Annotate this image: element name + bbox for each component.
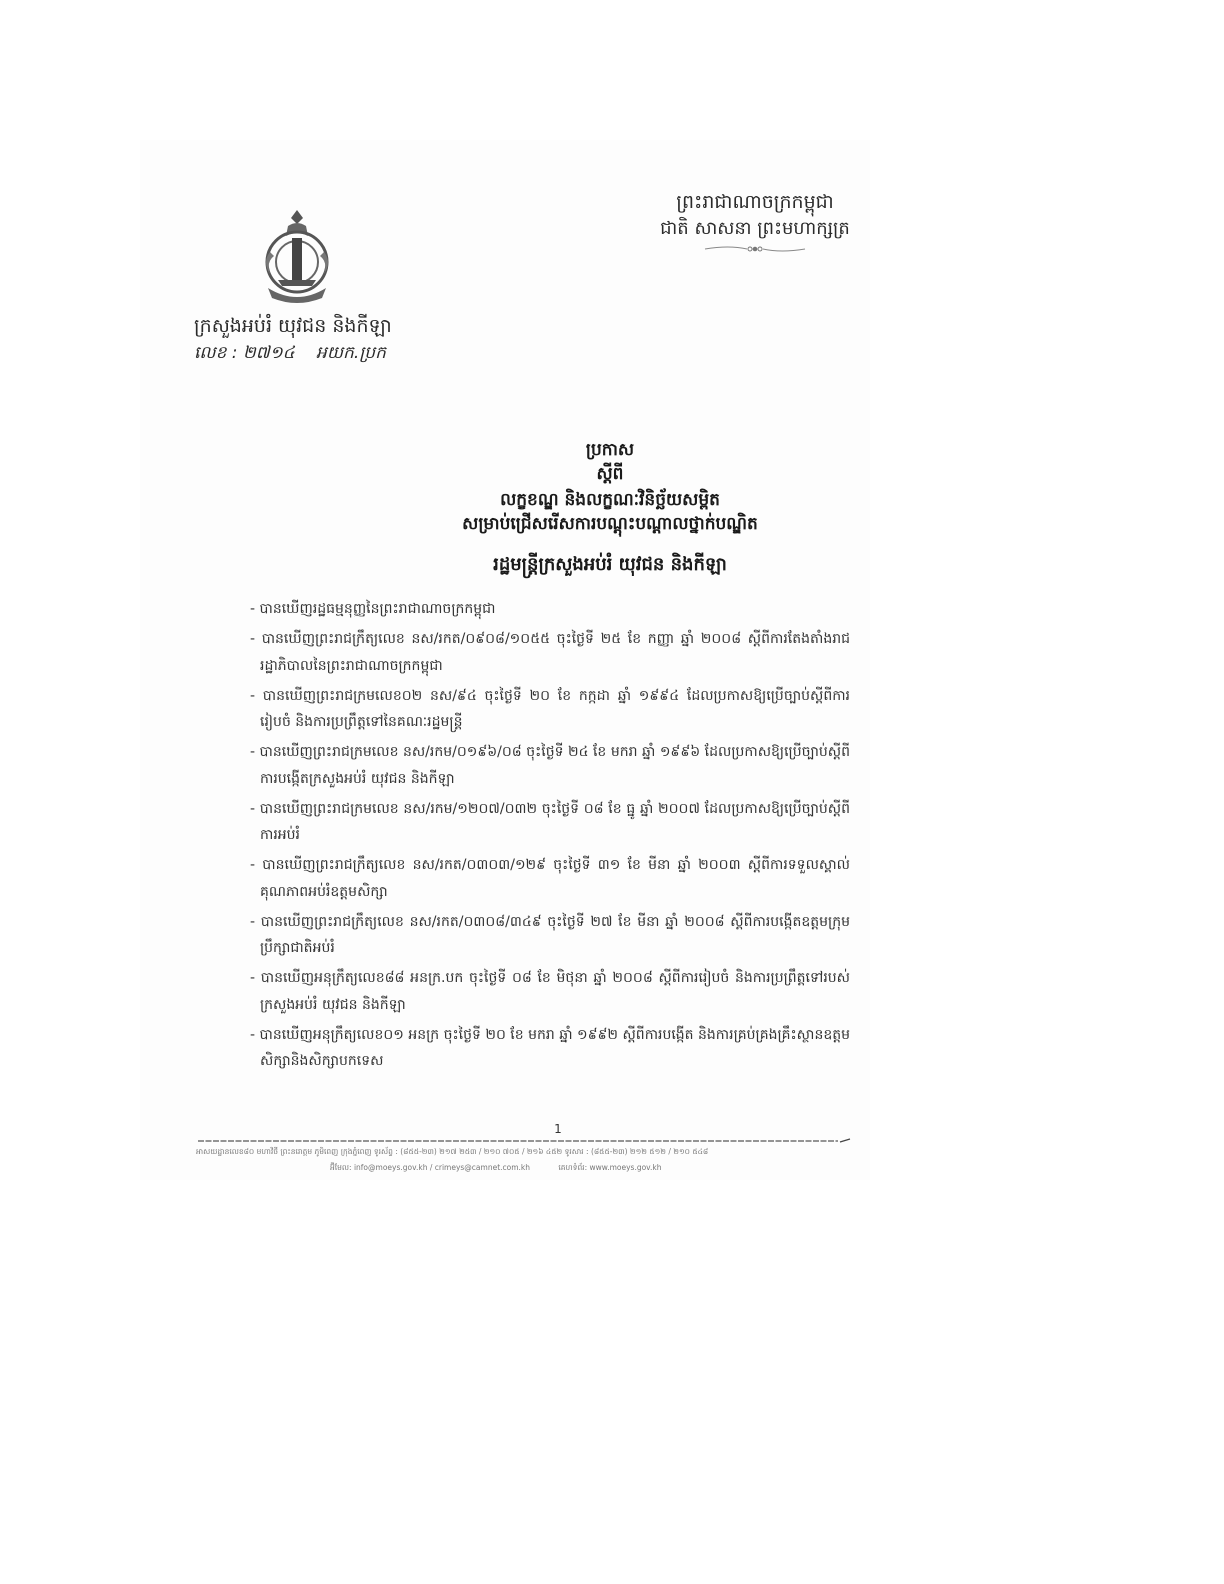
list-item: - បានឃើញព្រះរាជក្រឹត្យលេខ នស/រកត/០៣០៨/៣៤៩ ចុះថ្ងៃទី ២៧ ខែ មីនា ឆ្នាំ ២០០៨ ស្ដីពីការបង្កើតឧត្តមក្រុមប្រឹក្សាជាតិអប់រំ — [250, 913, 850, 956]
page-number: 1 — [554, 1122, 562, 1136]
ministry-name: ក្រសួងអប់រំ យុវជន និងកីឡា — [194, 315, 392, 337]
list-item: - បានឃើញរដ្ឋធម្មនុញ្ញនៃព្រះរាជាណាចក្រកម្ពុជា — [250, 601, 496, 617]
ministry-block — [194, 312, 392, 366]
document-title — [300, 438, 920, 536]
footer-email: អ៊ីមែល: info@moeys.gov.kh / crimeys@camnet.com.kh — [330, 1163, 531, 1172]
list-item: - បានឃើញអនុក្រឹត្យលេខ០១ អនក្រ ចុះថ្ងៃទី ២០ ខែ មករា ឆ្នាំ ១៩៩២ ស្ដីពីការបង្កើត និងការគ្រប់គ្រងគ្រឹះស្ថានឧត្តមសិក្សានិងសិក្សាបកទេស — [250, 1026, 850, 1069]
list-item: - បានឃើញអនុក្រឹត្យលេខ៨៨ អនក្រ.បក ចុះថ្ងៃទី ០៨ ខែ មិថុនា ឆ្នាំ ២០០៨ ស្ដីពីការរៀបចំ និងការប្រព្រឹត្តទៅរបស់ក្រសួងអប់រំ យុវជន និងកីឡា — [250, 970, 850, 1013]
list-item: - បានឃើញព្រះរាជក្រមលេខ នស/រកម/០១៩៦/០៨ ចុះថ្ងៃទី ២៤ ខែ មករា ឆ្នាំ ១៩៩៦ ដែលប្រកាសឱ្យប្រើច្បាប់ស្ដីពីការបង្កើតក្រសួងអប់រំ យុវជន និងកីឡា — [250, 744, 850, 787]
kingdom-title: ព្រះរាជាណាចក្រកម្ពុជា — [676, 191, 834, 213]
footer-website: គេហទំព័រ: www.moeys.gov.kh — [558, 1163, 662, 1172]
title-about: ស្ដីពី — [596, 464, 624, 484]
footer-contact — [330, 1162, 750, 1173]
reference-code: អយក.ប្រក — [316, 343, 386, 363]
list-item: - បានឃើញព្រះរាជក្រឹត្យលេខ នស/រកត/០៩០៨/១០៥៥ ចុះថ្ងៃទី ២៥ ខែ កញ្ញា ឆ្នាំ ២០០៨ ស្ដីពីការតែងតាំងរាជរដ្ឋាភិបាលនៃព្រះរាជាណាចក្រកម្ពុជា — [250, 631, 850, 674]
document-type: ប្រកាស — [585, 440, 635, 460]
title-subject-line-2: សម្រាប់ជ្រើសរើសការបណ្ដុះបណ្ដាលថ្នាក់បណ្ឌិត — [462, 514, 758, 534]
reference-number: ២៧១៤ — [242, 343, 295, 363]
list-item: - បានឃើញព្រះរាជក្រឹត្យលេខ នស/រកត/០៣០៣/១២៩ ចុះថ្ងៃទី ៣១ ខែ មីនា ឆ្នាំ ២០០៣ ស្ដីពីការទទួលស្គាល់គុណភាពអប់រំឧត្តមសិក្សា — [250, 857, 850, 900]
ministry-emblem — [258, 208, 336, 308]
reference-number-row — [194, 340, 392, 366]
national-motto: ជាតិ សាសនា ព្រះមហាក្សត្រ — [660, 218, 850, 239]
list-item: - បានឃើញព្រះរាជក្រមលេខ នស/រកម/១២០៧/០៣២ ចុះថ្ងៃទី ០៨ ខែ ធ្នូ ឆ្នាំ ២០០៧ ដែលប្រកាសឱ្យប្រើច្បាប់ស្ដីពីការអប់រំ — [250, 800, 850, 843]
national-header — [640, 188, 870, 254]
list-item: - បានឃើញព្រះរាជក្រមលេខ០២ នស/៩៤ ចុះថ្ងៃទី ២០ ខែ កក្កដា ឆ្នាំ ១៩៩៤ ដែលប្រកាសឱ្យប្រើច្បាប់ស្ដីពីការរៀបចំ និងការប្រព្រឹត្តទៅនៃគណៈរដ្ឋមន្ត្រី — [250, 687, 850, 730]
legal-references-list — [250, 596, 850, 1078]
footer-divider — [198, 1138, 858, 1144]
ornament-divider — [703, 244, 807, 254]
reference-label: លេខ : — [194, 343, 238, 363]
title-subject-line-1: លក្ខខណ្ឌ និងលក្ខណៈវិនិច្ឆ័យសម្ពិត — [500, 490, 720, 510]
minister-heading: រដ្ឋមន្ត្រីក្រសួងអប់រំ យុវជន និងកីឡា — [493, 554, 727, 575]
footer-address: អាសយដ្ឋានលេខ៨០ មហាវិថី ព្រះនរោត្តម ភូមិពេញ ក្រុងភ្នំពេញ ទូរស័ព្ទ : (៨៥៥-២៣) ២១៧ ២៥៣ / ២១០ ៧០៥ / ២១៦ ៤៥២ ទូរសារ : (៨៥៥-២៣) ២១២ ៥១២ / ២១០ ៥៤៨ — [196, 1147, 709, 1156]
